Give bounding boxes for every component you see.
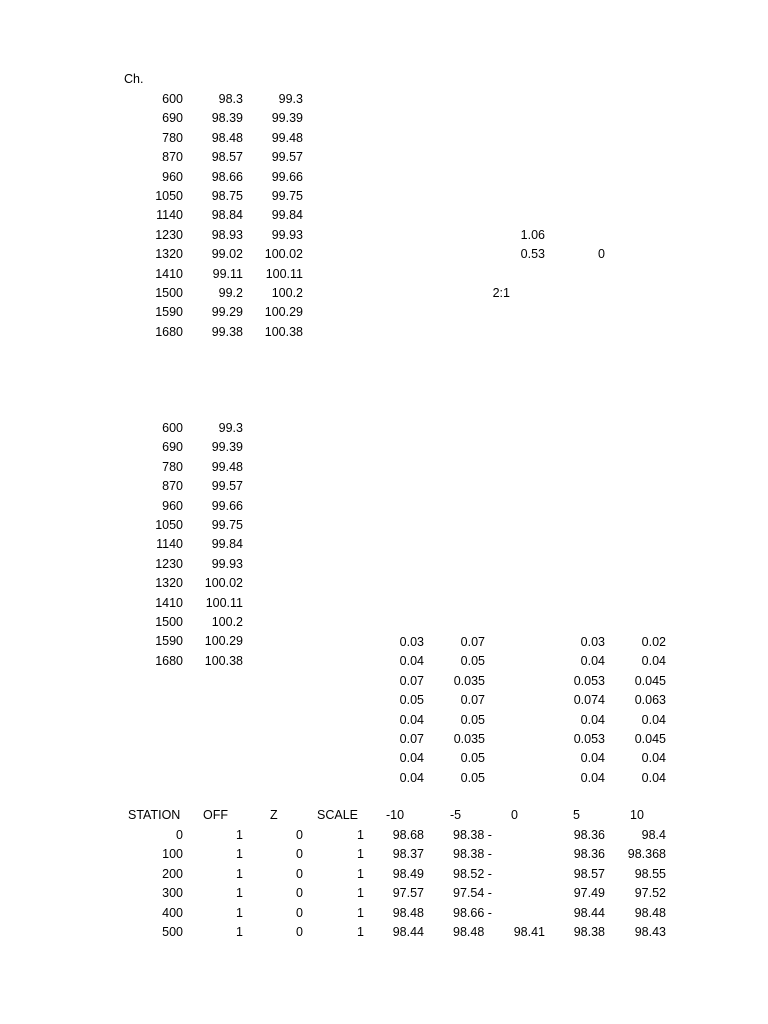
table-cell: 1: [236, 925, 243, 939]
block3-cell: 0.02: [641, 635, 666, 649]
table-cell: [495, 905, 545, 921]
table-cell: 98.37: [392, 847, 424, 862]
block2-cell: 600: [162, 421, 183, 435]
block1-cell: 98.57: [211, 150, 243, 165]
block3-cell: 0.03: [399, 635, 424, 649]
table-cell: 0: [296, 828, 303, 842]
table-cell: 1: [236, 866, 243, 881]
block1-cell: 1410: [155, 266, 183, 281]
block2-cell: 99.39: [211, 440, 243, 455]
block2-cell: 1590: [155, 634, 183, 649]
block3-cell: 0.04: [580, 770, 605, 785]
table-cell: 98.49: [392, 866, 424, 881]
block1-cell: 600: [162, 92, 183, 106]
block3-cell: 0.053: [573, 673, 605, 688]
block1-cell: 960: [162, 169, 183, 184]
table-cell: 98.57: [573, 866, 605, 881]
table-cell: 0: [296, 925, 303, 939]
table-cell: 1: [357, 925, 364, 939]
block2-cell: 1230: [155, 556, 183, 571]
block3-cell: 0.05: [460, 751, 485, 766]
value-0: 0: [598, 247, 605, 261]
block2-cell: 1410: [155, 595, 183, 610]
table-cell: 98.38 -: [453, 828, 492, 842]
block2-cell: 870: [162, 479, 183, 494]
block3-cell: 0.045: [634, 732, 666, 746]
value-0-53: 0.53: [520, 247, 545, 261]
table-cell: 98.52 -: [453, 866, 492, 881]
block1-cell: 100.2: [271, 286, 303, 300]
table-cell: 1: [357, 866, 364, 881]
block2-cell: 99.75: [211, 518, 243, 532]
block1-cell: 99.3: [278, 92, 303, 106]
table-cell: 0: [296, 905, 303, 920]
block3-cell: 0.03: [580, 635, 605, 649]
block1-cell: 98.39: [211, 111, 243, 126]
table-header: 5: [573, 808, 580, 822]
table-cell: 1: [357, 847, 364, 862]
table-header: 10: [630, 808, 644, 822]
block1-cell: 1320: [155, 247, 183, 262]
table-header: SCALE: [317, 808, 358, 822]
block2-cell: 1140: [156, 537, 183, 552]
table-cell: 98.44: [573, 905, 605, 920]
table-cell: [495, 846, 545, 862]
table-cell: 1: [236, 886, 243, 901]
block3-cell: 0.04: [641, 654, 666, 669]
block2-cell: 100.11: [205, 595, 243, 610]
table-cell: 97.49: [573, 886, 605, 901]
block1-cell: 98.93: [211, 227, 243, 242]
block2-cell: 1680: [155, 653, 183, 668]
block1-cell: 99.75: [271, 189, 303, 203]
table-header: STATION: [128, 808, 181, 822]
table-cell: 98.68: [392, 828, 424, 842]
block1-cell: 100.11: [265, 266, 303, 281]
table-header: OFF: [203, 808, 228, 822]
block3-cell: 0.04: [580, 654, 605, 669]
block3-cell: 0.053: [573, 732, 605, 746]
table-cell: 98.4: [641, 828, 666, 842]
block2-cell: 1050: [155, 518, 183, 532]
block1-cell: 100.38: [264, 324, 303, 339]
block1-cell: 1050: [155, 189, 183, 203]
block1-cell: 780: [162, 130, 183, 145]
table-cell: 98.43: [634, 925, 666, 939]
table-cell: 97.57: [392, 886, 424, 901]
block1-cell: 1140: [156, 208, 183, 223]
block3-cell: 0.05: [399, 693, 424, 708]
table-cell: 1: [236, 828, 243, 842]
block3-cell: 0.07: [460, 635, 485, 649]
block1-cell: 1680: [155, 324, 183, 339]
table-cell: 1: [357, 905, 364, 920]
block2-cell: 100.02: [204, 576, 243, 591]
table-cell: 0: [176, 828, 183, 842]
table-cell: 98.368: [627, 847, 666, 862]
block3-cell: 0.063: [634, 693, 666, 708]
block2-cell: 99.66: [211, 498, 243, 513]
block1-cell: 100.29: [264, 305, 303, 320]
table-cell: 1: [357, 828, 364, 842]
block3-cell: 0.05: [460, 770, 485, 785]
table-cell: 98.36: [573, 828, 605, 842]
block3-cell: 0.04: [580, 712, 605, 727]
table-cell: 0: [296, 866, 303, 881]
block2-cell: 100.29: [204, 634, 243, 649]
block2-cell: 780: [162, 459, 183, 474]
block1-cell: 98.75: [211, 189, 243, 203]
table-cell: 98.38: [573, 925, 605, 939]
block1-cell: 99.84: [271, 208, 303, 223]
block1-cell: 99.93: [271, 227, 303, 242]
block1-cell: 98.84: [211, 208, 243, 223]
block1-cell: 1500: [155, 286, 183, 300]
table-cell: 1: [357, 886, 364, 901]
table-cell: 98.55: [634, 866, 666, 881]
table-cell: 98.44: [392, 925, 424, 939]
block1-cell: 99.2: [218, 286, 243, 300]
block1-cell: 99.39: [271, 111, 303, 126]
block3-cell: 0.04: [399, 712, 424, 727]
ch-label: Ch.: [124, 72, 144, 86]
block3-cell: 0.04: [399, 770, 424, 785]
block3-cell: 0.04: [580, 751, 605, 766]
block2-cell: 99.57: [211, 479, 243, 494]
table-cell: 98.48: [634, 905, 666, 920]
block2-cell: 960: [162, 498, 183, 513]
table-cell: 100: [162, 847, 183, 862]
block2-cell: 100.2: [211, 615, 243, 629]
block2-cell: 99.84: [211, 537, 243, 552]
table-cell: 98.38 -: [453, 847, 492, 862]
table-cell: 0: [296, 847, 303, 862]
block1-cell: 99.48: [271, 130, 303, 145]
table-cell: 200: [162, 866, 183, 881]
block1-cell: 99.38: [211, 324, 243, 339]
table-header: -10: [386, 808, 405, 822]
block3-cell: 0.05: [460, 654, 485, 669]
table-header: Z: [270, 808, 278, 822]
block1-cell: 98.3: [218, 92, 243, 106]
block2-cell: 1320: [155, 576, 183, 591]
table-cell: 500: [162, 925, 183, 939]
block1-cell: 870: [162, 150, 183, 165]
table-cell: 1: [236, 905, 243, 920]
block3-cell: 0.04: [641, 751, 666, 766]
table-cell: 98.66 -: [453, 905, 492, 920]
table-cell: 300: [162, 886, 183, 901]
table-cell: [495, 866, 545, 882]
table-cell: 97.54 -: [453, 886, 492, 901]
value-1-06: 1.06: [520, 228, 545, 242]
block3-cell: 0.045: [634, 673, 666, 688]
block3-cell: 0.074: [573, 693, 605, 708]
block2-cell: 1500: [155, 615, 183, 629]
block1-cell: 100.02: [264, 247, 303, 262]
block1-cell: 690: [162, 111, 183, 126]
block2-cell: 99.48: [211, 459, 243, 474]
table-cell: 400: [162, 905, 183, 920]
block3-cell: 0.04: [399, 751, 424, 766]
table-cell: 97.52: [634, 886, 666, 901]
block3-cell: 0.05: [460, 712, 485, 727]
block1-cell: 99.66: [271, 169, 303, 184]
slope-ratio: 2:1: [492, 286, 510, 300]
block2-cell: 99.3: [218, 421, 243, 435]
table-cell: 1: [236, 847, 243, 862]
block3-cell: 0.07: [399, 732, 424, 746]
block2-cell: 690: [162, 440, 183, 455]
block3-cell: 0.04: [399, 654, 424, 669]
block1-cell: 99.11: [212, 266, 243, 281]
block3-cell: 0.04: [641, 712, 666, 727]
block1-cell: 1590: [155, 305, 183, 320]
table-cell: 0: [296, 886, 303, 901]
block3-cell: 0.07: [460, 693, 485, 708]
block1-cell: 1230: [155, 227, 183, 242]
block1-cell: 99.02: [211, 247, 243, 262]
block3-cell: 0.07: [399, 673, 424, 688]
table-header: -5: [450, 808, 462, 822]
block2-cell: 99.93: [211, 556, 243, 571]
table-cell: 98.36: [573, 847, 605, 862]
block3-cell: 0.035: [453, 732, 485, 746]
block3-cell: 0.04: [641, 770, 666, 785]
block2-cell: 100.38: [204, 653, 243, 668]
block1-cell: 99.57: [271, 150, 303, 165]
block3-cell: 0.035: [453, 673, 485, 688]
table-cell: 98.48: [392, 905, 424, 920]
table-header: 0: [511, 808, 518, 822]
table-cell: [495, 827, 545, 843]
table-cell: 98.48: [453, 925, 485, 939]
table-cell: [495, 885, 545, 901]
block1-cell: 99.29: [211, 305, 243, 320]
block1-cell: 98.66: [211, 169, 243, 184]
block1-cell: 98.48: [211, 130, 243, 145]
table-cell: 98.41: [513, 925, 545, 939]
